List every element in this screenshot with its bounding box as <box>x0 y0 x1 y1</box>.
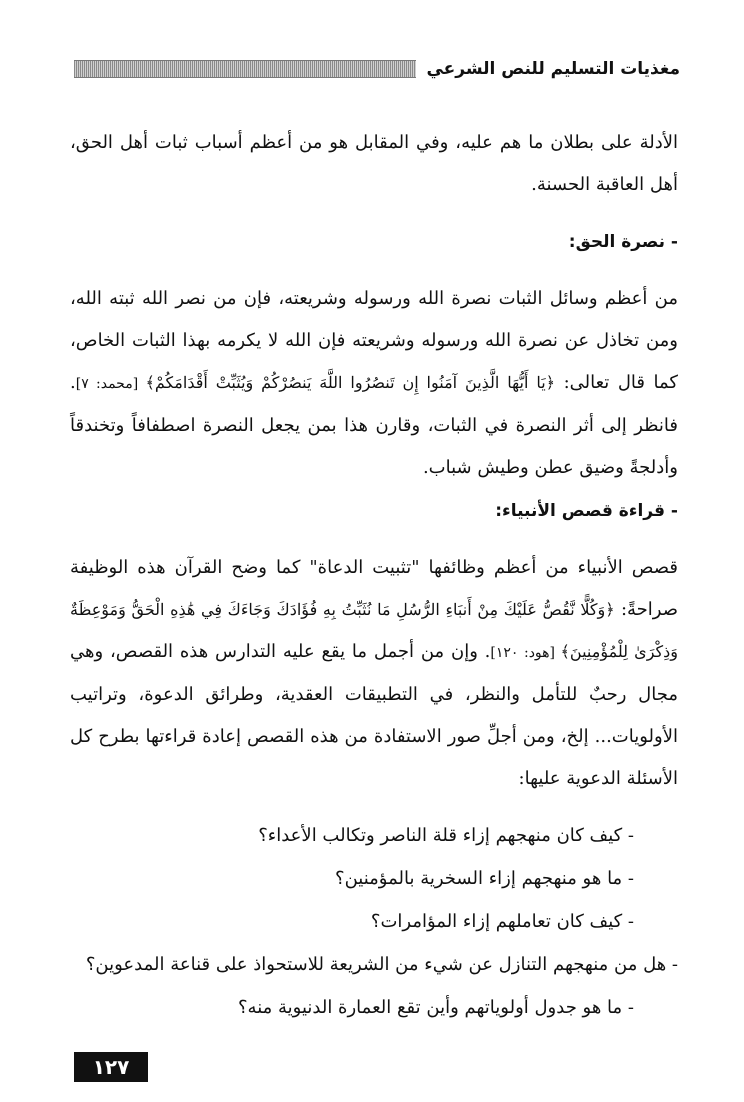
paragraph-qisas-al-anbiya <box>70 547 678 800</box>
running-header <box>74 54 680 84</box>
section-heading-qisas-al-anbiya: - قراءة قصص الأنبياء: <box>495 501 678 521</box>
page-body <box>70 122 678 1029</box>
quran-quote: ﴿يَا أَيُّهَا الَّذِينَ آمَنُوا إِن تَنصُرُوا اللَّهَ يَنصُرْكُمْ وَيُثَبِّتْ أَقْدَامَكُمْ﴾ <box>145 373 556 392</box>
paragraph-text: . فانظر إلى أثر النصرة في الثبات، وقارن هذا بمن يجعل النصرة اصطفافاً وتخندقاً وأدلجةً وضيق عطن وطيش شباب. <box>70 372 678 478</box>
list-item: - ما هو منهجهم إزاء السخرية بالمؤمنين؟ <box>335 868 634 889</box>
paragraph-text: . وإن من أجمل ما يقع عليه التدارس هذه القصص، وهي مجال رحبٌ للتأمل والنظر، في التطبيقات العقدية، وطرائق الدعوة، وتراتيب الأولويات... إلخ، ومن أجلِّ صور الاستفادة من هذه القصص إعادة قراءتها بطرح كل الأسئلة الدعوية عليها: <box>70 641 678 789</box>
section-heading-nusrat-al-haqq: - نصرة الحق: <box>568 232 678 252</box>
intro-paragraph: الأدلة على بطلان ما هم عليه، وفي المقابل هو من أعظم أسباب ثبات أهل الحق، أهل العاقبة الحسنة. <box>70 132 678 195</box>
paragraph-text: قصص الأنبياء من أعظم وظائفها "تثبيت الدعاة" كما وضح القرآن هذه الوظيفة صراحةً: <box>70 557 679 620</box>
quran-quote: ﴿وَكُلًّا نَّقُصُّ عَلَيْكَ مِنْ أَنبَاءِ الرُّسُلِ مَا نُثَبِّتُ بِهِ فُؤَادَكَ وَجَاءَكَ فِي هَٰذِهِ الْحَقُّ وَمَوْعِظَةٌ وَذِكْرَىٰ لِلْمُؤْمِنِينَ﴾ <box>70 600 679 661</box>
list-item: - هل من منهجهم التنازل عن شيء من الشريعة للاستحواذ على قناعة المدعوين؟ <box>85 954 678 975</box>
header-title: مغذيات التسليم للنص الشرعي <box>426 59 680 79</box>
paragraph-text: من أعظم وسائل الثبات نصرة الله ورسوله وشريعته، فإن من نصر الله ثبته الله، ومن تخاذل عن نصرة الله ورسوله وشريعته فإن الله لا يكرمه بهذا الثبات الخاص، كما قال تعالى: <box>70 288 679 393</box>
header-decorative-bar <box>74 60 416 78</box>
paragraph-nusrat-al-haqq <box>70 278 678 489</box>
quran-citation: [هود: ١٢٠] <box>490 645 561 661</box>
quran-citation: [محمد: ٧] <box>75 376 146 392</box>
page-number-badge: ١٢٧ <box>74 1052 148 1082</box>
questions-list <box>70 814 678 1029</box>
list-item: - ما هو جدول أولوياتهم وأين تقع العمارة الدنيوية منه؟ <box>238 997 634 1018</box>
list-item: - كيف كان منهجهم إزاء قلة الناصر وتكالب الأعداء؟ <box>258 825 634 846</box>
list-item: - كيف كان تعاملهم إزاء المؤامرات؟ <box>370 911 634 932</box>
